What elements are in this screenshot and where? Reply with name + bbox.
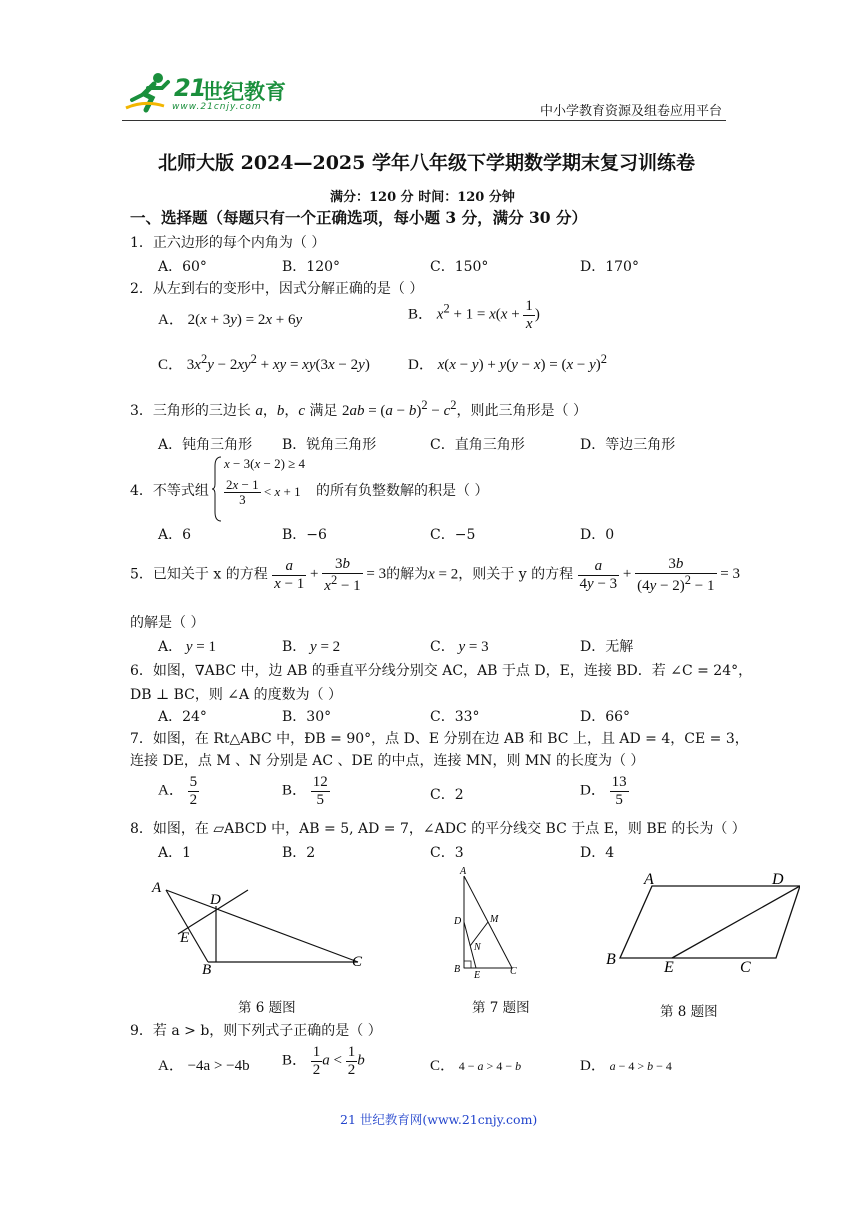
q3-option-b: B．锐角三角形 xyxy=(282,437,377,453)
fig7-label-m: M xyxy=(490,914,499,925)
figure-6 xyxy=(148,870,378,990)
q5-option-c: C． y = 3 xyxy=(430,639,489,655)
figure-8-caption: 第 8 题图 xyxy=(660,1004,718,1020)
fig8-label-b: B xyxy=(606,951,616,968)
q8-line1: 8．如图，在 ▱ABCD 中，AB = 5, AD = 7，∠ADC 的平分线交 BC 于点 E，则 BE 的长为（ ） xyxy=(130,821,746,837)
q2-option-d: D． $x(x - y) + y(y - x) = (x - y)^2$ xyxy=(408,352,608,373)
q6-option-a: A．24° xyxy=(158,709,207,725)
fig6-label-b: B xyxy=(202,962,212,978)
q3-mid: 满足 xyxy=(305,403,342,419)
q1-option-d: D．170° xyxy=(580,259,639,275)
q7-option-a: A． $\frac{5}{2}$ xyxy=(158,774,198,808)
section-heading: 一、选择题（每题只有一个正确选项，每小题 3 分，满分 30 分） xyxy=(130,208,587,227)
fig7-label-n: N xyxy=(474,942,481,953)
q9-stem: 9．若 a > b，则下列式子正确的是（ ） xyxy=(130,1023,382,1039)
q1-stem: 1．正六边形的每个内角为（ ） xyxy=(130,235,326,251)
fig8-label-c: C xyxy=(740,959,751,976)
q6-option-b: B．30° xyxy=(282,709,332,725)
header-divider xyxy=(122,120,726,121)
fig6-label-e: E xyxy=(180,930,190,946)
q3-option-a: A．钝角三角形 xyxy=(158,437,253,453)
footer-link[interactable]: 21 世纪教育网(www.21cnjy.com) xyxy=(340,1112,538,1127)
q9-option-a: A． −4a > −4b xyxy=(158,1058,250,1074)
fig8-label-d: D xyxy=(772,871,784,888)
q6-line2: DB ⊥ BC，则 ∠A 的度数为（ ） xyxy=(130,687,343,703)
q2-option-a: A． 2(x + 3y) = 2x + 6y xyxy=(158,312,303,328)
fig6-label-d: D xyxy=(210,892,221,908)
logo-number: 21 xyxy=(174,74,206,102)
q5-line2: 的解是（ ） xyxy=(130,615,205,631)
q5-a-label: A． xyxy=(158,639,183,655)
q3-option-c: C．直角三角形 xyxy=(430,437,525,453)
q5-stem: 5．已知关于 x 的方程 $\frac{a}{x - 1}$ + $\frac{3b}{x^2 - 1}$ = 3的解为x = 2，则关于 y 的方程 $\frac{a}{4y - 3}$ + $\frac{3b}{(4y - 2)^2 - 1}$ = 3 xyxy=(130,556,740,594)
platform-name: 中小学教育资源及组卷应用平台 xyxy=(540,104,723,119)
fig7-label-e: E xyxy=(474,970,481,981)
figure-6-caption: 第 6 题图 xyxy=(238,1000,296,1016)
exam-meta: 满分：120 分 时间：120 分钟 xyxy=(330,190,515,205)
q7-line2: 连接 DE，点 M 、N 分别是 AC 、DE 的中点，连接 MN，则 MN 的长度为（ ） xyxy=(130,753,645,769)
fig6-label-a: A xyxy=(152,880,162,896)
q8-option-a: A．1 xyxy=(158,845,192,861)
q4-option-b: B．−6 xyxy=(282,527,327,543)
q9-option-d: D． a − 4 > b − 4 xyxy=(580,1058,672,1074)
q8-option-b: B．2 xyxy=(282,845,316,861)
q7-option-d: D． $\frac{13}{5}$ xyxy=(580,774,627,808)
q7-option-b: B． $\frac{12}{5}$ xyxy=(282,774,328,808)
q4-option-c: C．−5 xyxy=(430,527,476,543)
q9-option-c: C． 4 − a > 4 − b xyxy=(430,1058,522,1074)
q8-option-c: C．3 xyxy=(430,845,464,861)
q5-option-b: B． y = 2 xyxy=(282,639,341,655)
fig7-label-c: C xyxy=(510,966,517,977)
q7-option-c: C．2 xyxy=(430,787,464,803)
q5-mid2: ，则关于 y 的方程 xyxy=(458,566,574,583)
q4-option-d: D．0 xyxy=(580,527,615,543)
q2-option-c: C． $3x^2y - 2xy^2$ + xy = xy(3x − 2y) xyxy=(158,352,370,373)
q2-option-b: B． $x^2 + 1 = x(x$ + $\frac{1}{x}$ ) xyxy=(408,298,540,332)
figure-7 xyxy=(446,864,536,984)
fig7-label-d: D xyxy=(454,916,462,927)
q6-line1: 6．如图，∇ABC 中，边 AB 的垂直平分线分别交 AC，AB 于点 D，E，连接 BD．若 ∠C = 24°， xyxy=(130,663,753,679)
page-title: 北师大版 2024—2025 学年八年级下学期数学期末复习训练卷 xyxy=(158,152,695,174)
q5-option-d: D．无解 xyxy=(580,639,634,655)
q1-option-a: A．60° xyxy=(158,259,207,275)
q6-option-d: D．66° xyxy=(580,709,631,725)
q6-option-c: C．33° xyxy=(430,709,480,725)
fig7-label-b: B xyxy=(454,964,461,975)
q5-mid1: 的解为 xyxy=(386,566,429,583)
q4-pre: 4．不等式组 xyxy=(130,483,209,499)
q4-post: 的所有负整数解的积是（ ） xyxy=(316,483,489,499)
fig8-label-a: A xyxy=(644,871,654,888)
q4-option-a: A．6 xyxy=(158,527,192,543)
q1-option-b: B．120° xyxy=(282,259,341,275)
q5-pre: 5．已知关于 x 的方程 xyxy=(130,566,268,583)
fig7-label-a: A xyxy=(460,866,467,877)
figure-7-caption: 第 7 题图 xyxy=(472,1000,530,1016)
q5-b-label: B． xyxy=(282,639,307,655)
q8-option-d: D．4 xyxy=(580,845,615,861)
logo-text: 世纪教育 xyxy=(202,80,286,104)
q3-post: ，则此三角形是（ ） xyxy=(456,403,587,419)
q3-stem: 3．三角形的三边长 a，b，c 满足 $2ab = (a - b)^2 - c^2$，则此三角形是（ ） xyxy=(130,398,587,419)
q2-stem: 2．从左到右的变形中，因式分解正确的是（ ） xyxy=(130,281,424,297)
q3-option-d: D．等边三角形 xyxy=(580,437,676,453)
q3-pre: 3．三角形的三边长 xyxy=(130,403,256,419)
fig8-label-e: E xyxy=(664,959,674,976)
runner-icon xyxy=(124,70,176,114)
logo-url: www.21cnjy.com xyxy=(172,102,262,112)
q5-option-a: A． y = 1 xyxy=(158,639,217,655)
q1-option-c: C．150° xyxy=(430,259,489,275)
figure-8 xyxy=(600,868,800,978)
fig6-label-c: C xyxy=(352,954,363,970)
q7-line1: 7．如图，在 Rt△ABC 中，ÐB = 90°，点 D、E 分别在边 AB 和 BC 上，且 AD = 4，CE = 3， xyxy=(130,731,749,747)
q9-option-b: B． $\frac{1}{2}$ a < $\frac{1}{2}$ b xyxy=(282,1044,365,1078)
q5-c-label: C． xyxy=(430,639,455,655)
